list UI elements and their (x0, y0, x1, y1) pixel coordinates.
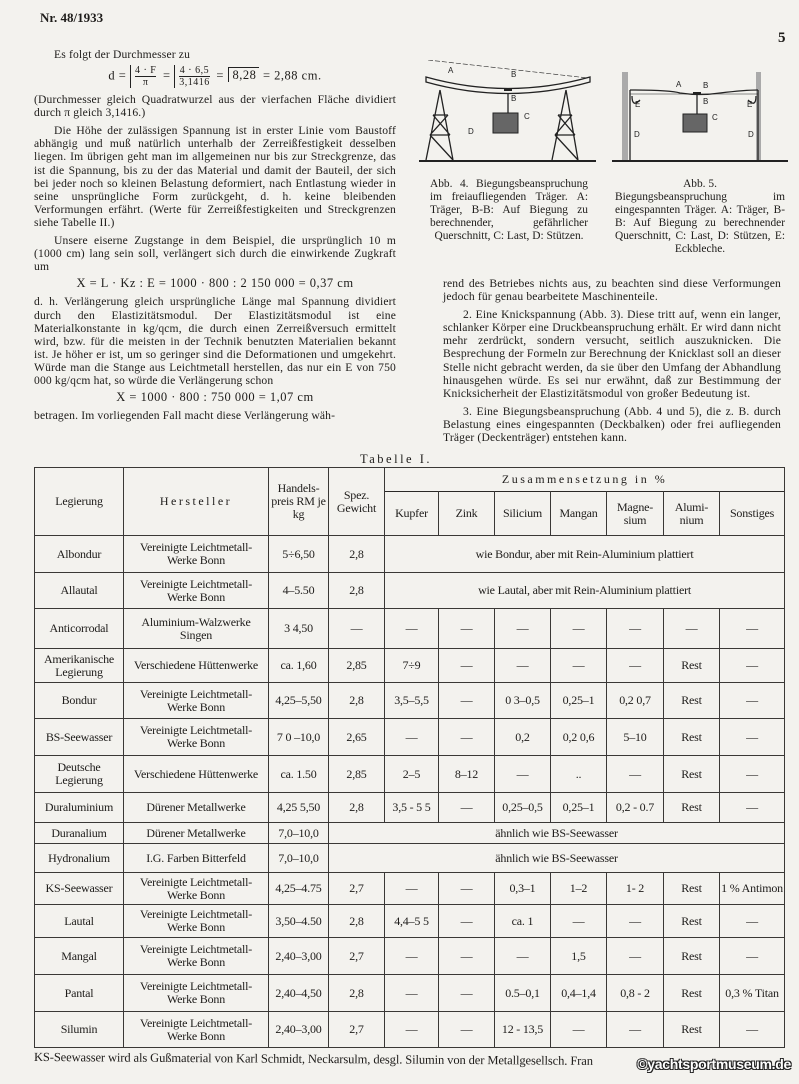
specific-weight: 2,8 (329, 536, 385, 573)
table-row (35, 536, 785, 573)
composition-mangan: 1,5 (551, 938, 607, 975)
composition-kupfer: — (385, 938, 439, 975)
composition-kupfer: — (385, 1012, 439, 1048)
header-composition: Zusammensetzung in % (385, 468, 785, 492)
maker: Vereinigte Leichtmetall-Werke Bonn (124, 683, 269, 719)
formula-elongation: X = L · Kz : E = 1000 · 800 : 2 150 000 = 0,37 cm (76, 276, 354, 291)
composition-note: wie Lautal, aber mit Rein-Aluminium plattiert (385, 573, 785, 609)
composition-sonstiges: — (720, 905, 785, 938)
label-d: D (468, 127, 474, 136)
composition-kupfer: 3,5 - 5 5 (385, 793, 439, 823)
maker: I.G. Farben Bitterfeld (124, 844, 269, 873)
label-b: B (511, 70, 517, 79)
composition-mangan: 0,25–1 (551, 683, 607, 719)
alloy-name: Amerikanische Legierung (35, 649, 124, 683)
corner-plates-e (632, 96, 756, 103)
composition-magnesium: — (607, 905, 664, 938)
equals: = (216, 68, 224, 83)
composition-silicium: 0,25–0,5 (495, 793, 551, 823)
composition-kupfer: — (385, 719, 439, 756)
alloy-name: Duranalium (35, 823, 124, 844)
figure-5-caption-title: Abb. 5. (683, 178, 717, 190)
table-row (35, 1012, 785, 1048)
alloy-name: Pantal (35, 975, 124, 1012)
price: 4,25–5,50 (269, 683, 329, 719)
composition-silicium: 12 - 13,5 (495, 1012, 551, 1048)
table-row (35, 975, 785, 1012)
table-title: Tabelle I. (360, 452, 433, 466)
table-row (35, 649, 785, 683)
price: 5÷6,50 (269, 536, 329, 573)
table-row (35, 719, 785, 756)
price: 3,50–4.50 (269, 905, 329, 938)
maker: Vereinigte Leichtmetall-Werke Bonn (124, 873, 269, 905)
formula-diameter (34, 65, 396, 88)
header-comp-3: Mangan (551, 492, 607, 536)
label-b: B (703, 97, 709, 106)
specific-weight: 2,65 (329, 719, 385, 756)
price: 2,40–3,00 (269, 1012, 329, 1048)
composition-kupfer: 7÷9 (385, 649, 439, 683)
paragraph: 2. Eine Knickspannung (Abb. 3). Diese tritt auf, wenn ein langer, schlanker Körper eine Druckbeanspruchung erhält. Er wird dann nicht mehr zerdrückt, sondern versucht, seitlich auszuknicken. Die Besprechung der Formeln zur Berechnung der Knicklast soll an dieser Stelle nicht gebracht werden, da sie über den Umfang der Abhandlung hinausgehen würde. Es sei nur erwähnt, daß zur Bestimmung der Knicksicherheit der Elastizitätsmodul von großer Bedeutung ist. (443, 308, 781, 400)
alloy-table (34, 467, 785, 1048)
watermark: ©yachtsportmuseum.de (637, 1056, 791, 1072)
header-comp-1: Zink (439, 492, 495, 536)
composition-magnesium: 0,2 - 0.7 (607, 793, 664, 823)
composition-sonstiges: 1 % Antimon (720, 873, 785, 905)
composition-mangan: — (551, 649, 607, 683)
header-weight: Spez. Gewicht (329, 468, 385, 536)
composition-mangan: 0,25–1 (551, 793, 607, 823)
issue-number: Nr. 48/1933 (40, 10, 104, 25)
maker: Vereinigte Leichtmetall-Werke Bonn (124, 1012, 269, 1048)
maker: Verschiedene Hüttenwerke (124, 756, 269, 793)
composition-magnesium: — (607, 938, 664, 975)
figure-5-caption: Biegungsbeanspruchung im eingespannten Träger. A: Träger, B-B: Auf Biegung zu berechnender Querschnitt, C: Last, D: Stützen, E: Eckbleche. (615, 191, 785, 255)
maker: Vereinigte Leichtmetall-Werke Bonn (124, 905, 269, 938)
composition-zink: — (439, 683, 495, 719)
specific-weight: — (329, 609, 385, 649)
composition-mangan: — (551, 905, 607, 938)
header-maker: Hersteller (124, 468, 269, 536)
composition-silicium: 0,3–1 (495, 873, 551, 905)
composition-mangan: — (551, 609, 607, 649)
paragraph: d. h. Verlängerung gleich ursprüngliche Länge mal Spannung dividiert durch den Elastizitätsmodul. Der Elastizitätsmodul ist eine Materialkonstante in kg/qcm, die durch einen Zerreißversuch ermittelt wird, bzw. für die meisten in der Technik benutzten Materialien bekannt ist. Je höher er ist, um so geringer sind die Deformationen und umgekehrt. Würde man die Stange aus Leichtmetall herstellen, das nur ein E von 750 000 kg/qcm hat, so würde die Verlängerung schon (34, 295, 396, 387)
table-row (35, 573, 785, 609)
composition-note: wie Bondur, aber mit Rein-Aluminium plattiert (385, 536, 785, 573)
alloy-name: BS-Seewasser (35, 719, 124, 756)
composition-aluminium: Rest (664, 1012, 720, 1048)
table-footnote: KS-Seewasser wird als Gußmaterial von Karl Schmidt, Neckarsulm, desgl. Silumin von der Metallgesellsch. Fran (33, 1050, 593, 1068)
paragraph: betragen. Im vorliegenden Fall macht diese Verlängerung wäh- (34, 409, 336, 423)
table-row (35, 793, 785, 823)
composition-aluminium: Rest (664, 905, 720, 938)
composition-zink: — (439, 905, 495, 938)
composition-silicium: — (495, 649, 551, 683)
composition-aluminium: — (664, 609, 720, 649)
composition-zink: — (439, 609, 495, 649)
specific-weight: 2,8 (329, 573, 385, 609)
composition-zink: — (439, 873, 495, 905)
label-b: B (703, 81, 709, 90)
composition-silicium: 0.5–0,1 (495, 975, 551, 1012)
formula-fraction (130, 65, 159, 88)
alloy-name: Deutsche Legierung (35, 756, 124, 793)
table-row (35, 756, 785, 793)
page-number: 5 (778, 30, 786, 46)
formula-lhs: d = (108, 68, 127, 83)
alloy-name: Bondur (35, 683, 124, 719)
price: 4–5.50 (269, 573, 329, 609)
table-row (35, 873, 785, 905)
maker: Vereinigte Leichtmetall-Werke Bonn (124, 719, 269, 756)
alloy-name: Albondur (35, 536, 124, 573)
composition-aluminium: Rest (664, 873, 720, 905)
composition-magnesium: — (607, 609, 664, 649)
composition-zink: — (439, 938, 495, 975)
composition-silicium: 0,2 (495, 719, 551, 756)
composition-aluminium: Rest (664, 649, 720, 683)
maker: Vereinigte Leichtmetall-Werke Bonn (124, 938, 269, 975)
composition-zink: — (439, 975, 495, 1012)
denominator: 3,1416 (179, 77, 210, 89)
composition-kupfer: 2–5 (385, 756, 439, 793)
composition-kupfer: — (385, 873, 439, 905)
label-a: A (448, 66, 454, 75)
composition-sonstiges: — (720, 1012, 785, 1048)
label-e: E (747, 100, 753, 109)
price: 7,0–10,0 (269, 844, 329, 873)
composition-mangan: 0,4–1,4 (551, 975, 607, 1012)
composition-aluminium: Rest (664, 793, 720, 823)
composition-sonstiges: — (720, 649, 785, 683)
specific-weight: 2,8 (329, 975, 385, 1012)
header-comp-5: Alumi-nium (664, 492, 720, 536)
composition-kupfer: — (385, 609, 439, 649)
composition-zink: — (439, 719, 495, 756)
composition-silicium: — (495, 938, 551, 975)
composition-sonstiges: — (720, 609, 785, 649)
formula-result: = 2,88 cm. (263, 68, 322, 83)
label-c: C (712, 113, 718, 122)
figure-4-caption: Abb. 4. Biegungsbeanspruchung im freiaufliegenden Träger. A: Träger, B-B: Auf Biegung zu berechnender, gefährlicher Querschnitt, C: Last, D: Stützen. (430, 178, 588, 242)
composition-silicium: ca. 1 (495, 905, 551, 938)
paragraph: rend des Betriebes nichts aus, zu beachten sind diese Verformungen jedoch für genau bearbeitete Maschinenteile. (443, 277, 781, 304)
formula-elongation-light-metal: X = 1000 · 800 : 750 000 = 1,07 cm (116, 390, 314, 405)
composition-kupfer: 3,5–5,5 (385, 683, 439, 719)
composition-aluminium: Rest (664, 975, 720, 1012)
table-row (35, 609, 785, 649)
maker: Aluminium-Walzwerke Singen (124, 609, 269, 649)
alloy-name: Silumin (35, 1012, 124, 1048)
load-c (493, 113, 518, 133)
maker: Dürener Metallwerke (124, 793, 269, 823)
alloy-name: Hydronalium (35, 844, 124, 873)
composition-zink: — (439, 1012, 495, 1048)
composition-aluminium: Rest (664, 719, 720, 756)
price: 4,25 5,50 (269, 793, 329, 823)
alloy-name: Mangal (35, 938, 124, 975)
composition-note: ähnlich wie BS-Seewasser (329, 823, 785, 844)
composition-note: ähnlich wie BS-Seewasser (329, 844, 785, 873)
header-comp-0: Kupfer (385, 492, 439, 536)
specific-weight: 2,8 (329, 905, 385, 938)
formula-fraction (174, 65, 213, 88)
header-comp-2: Silicium (495, 492, 551, 536)
paragraph: (Durchmesser gleich Quadratwurzel aus der vierfachen Fläche dividiert durch π gleich 3,1416.) (34, 93, 396, 120)
composition-magnesium: 5–10 (607, 719, 664, 756)
denominator: π (142, 77, 149, 89)
table-row (35, 683, 785, 719)
composition-magnesium: — (607, 756, 664, 793)
composition-mangan: .. (551, 756, 607, 793)
label-d: D (748, 130, 754, 139)
composition-sonstiges: 0,3 % Titan (720, 975, 785, 1012)
label-b: B (511, 94, 517, 103)
formula-root: 8,28 (228, 67, 260, 82)
numerator: 4 · 6,5 (179, 65, 210, 77)
support-left (426, 90, 453, 160)
composition-mangan: — (551, 1012, 607, 1048)
composition-magnesium: — (607, 649, 664, 683)
composition-mangan: 1–2 (551, 873, 607, 905)
composition-zink: — (439, 649, 495, 683)
header-price: Handels-preis RM je kg (269, 468, 329, 536)
composition-mangan: 0,2 0,6 (551, 719, 607, 756)
maker: Vereinigte Leichtmetall-Werke Bonn (124, 536, 269, 573)
equals: = (163, 68, 171, 83)
composition-magnesium: 1- 2 (607, 873, 664, 905)
paragraph: Es folgt der Durchmesser zu (54, 48, 191, 61)
composition-magnesium: 0,2 0,7 (607, 683, 664, 719)
specific-weight: 2,8 (329, 683, 385, 719)
alloy-name: Lautal (35, 905, 124, 938)
maker: Vereinigte Leichtmetall-Werke Bonn (124, 573, 269, 609)
figure-4-simply-supported-beam (418, 60, 598, 170)
table-row (35, 823, 785, 844)
composition-aluminium: Rest (664, 756, 720, 793)
composition-silicium: 0 3–0,5 (495, 683, 551, 719)
header-comp-6: Sonstiges (720, 492, 785, 536)
alloy-name: Allautal (35, 573, 124, 609)
label-d: D (634, 130, 640, 139)
composition-sonstiges: — (720, 683, 785, 719)
table-row (35, 938, 785, 975)
header-comp-4: Magne-sium (607, 492, 664, 536)
maker: Verschiedene Hüttenwerke (124, 649, 269, 683)
price: 4,25–4.75 (269, 873, 329, 905)
composition-magnesium: — (607, 1012, 664, 1048)
composition-sonstiges: — (720, 938, 785, 975)
price: 7 0 –10,0 (269, 719, 329, 756)
price: 2,40–3,00 (269, 938, 329, 975)
composition-sonstiges: — (720, 793, 785, 823)
label-e: E (635, 100, 641, 109)
composition-zink: — (439, 793, 495, 823)
specific-weight: 2,8 (329, 793, 385, 823)
table-row (35, 905, 785, 938)
price: ca. 1,60 (269, 649, 329, 683)
load-c (683, 114, 707, 132)
composition-silicium: — (495, 756, 551, 793)
price: 3 4,50 (269, 609, 329, 649)
table-row (35, 844, 785, 873)
composition-sonstiges: — (720, 756, 785, 793)
composition-zink: 8–12 (439, 756, 495, 793)
numerator: 4 · F (134, 65, 157, 77)
support-right (552, 90, 578, 160)
alloy-name: Anticorrodal (35, 609, 124, 649)
specific-weight: 2,7 (329, 938, 385, 975)
composition-kupfer: 4,4–5 5 (385, 905, 439, 938)
price: 2,40–4,50 (269, 975, 329, 1012)
maker: Vereinigte Leichtmetall-Werke Bonn (124, 975, 269, 1012)
composition-kupfer: — (385, 975, 439, 1012)
paragraph: Die Höhe der zulässigen Spannung ist in erster Linie vom Baustoff abhängig und muß natürlich unterhalb der Zerreißfestigkeit desselben liegen. Im übrigen geht man im allgemeinen nur bis zur Streckgrenze, das ist die Spannung, bis zu der das Material und damit der Bauteil, der sich bei jeder noch so kleinen Belastung deformiert, nach Entlastung wieder in seine unsprüngliche Form zurückgeht, d. h. keine bleibenden Verformungen erfährt. (Werte für Zerreißfestigkeiten und Streckgrenzen siehe Tabelle II.) (34, 124, 396, 229)
composition-magnesium: 0,8 - 2 (607, 975, 664, 1012)
composition-silicium: — (495, 609, 551, 649)
composition-aluminium: Rest (664, 683, 720, 719)
right-column (443, 277, 781, 449)
label-a: A (676, 80, 682, 89)
specific-weight: 2,85 (329, 649, 385, 683)
specific-weight: 2,7 (329, 1012, 385, 1048)
header-alloy: Legierung (35, 468, 124, 536)
left-column (34, 48, 396, 427)
figure-5-fixed-beam (610, 60, 790, 170)
paragraph: Unsere eiserne Zugstange in dem Beispiel, die ursprünglich 10 m (1000 cm) lang sein soll, verlängert sich durch die einwirkende Zugkraft um (34, 234, 396, 274)
price: ca. 1.50 (269, 756, 329, 793)
specific-weight: 2,7 (329, 873, 385, 905)
alloy-name: Duraluminium (35, 793, 124, 823)
price: 7,0–10,0 (269, 823, 329, 844)
specific-weight: 2,85 (329, 756, 385, 793)
alloy-name: KS-Seewasser (35, 873, 124, 905)
paragraph: 3. Eine Biegungsbeanspruchung (Abb. 4 und 5), die z. B. durch Belastung eines eingespannten (Deckbalken) oder frei aufliegenden Träger (Deckenträger) entstehen kann. (443, 404, 781, 445)
maker: Dürener Metallwerke (124, 823, 269, 844)
composition-aluminium: Rest (664, 938, 720, 975)
label-c: C (524, 112, 530, 121)
composition-sonstiges: — (720, 719, 785, 756)
